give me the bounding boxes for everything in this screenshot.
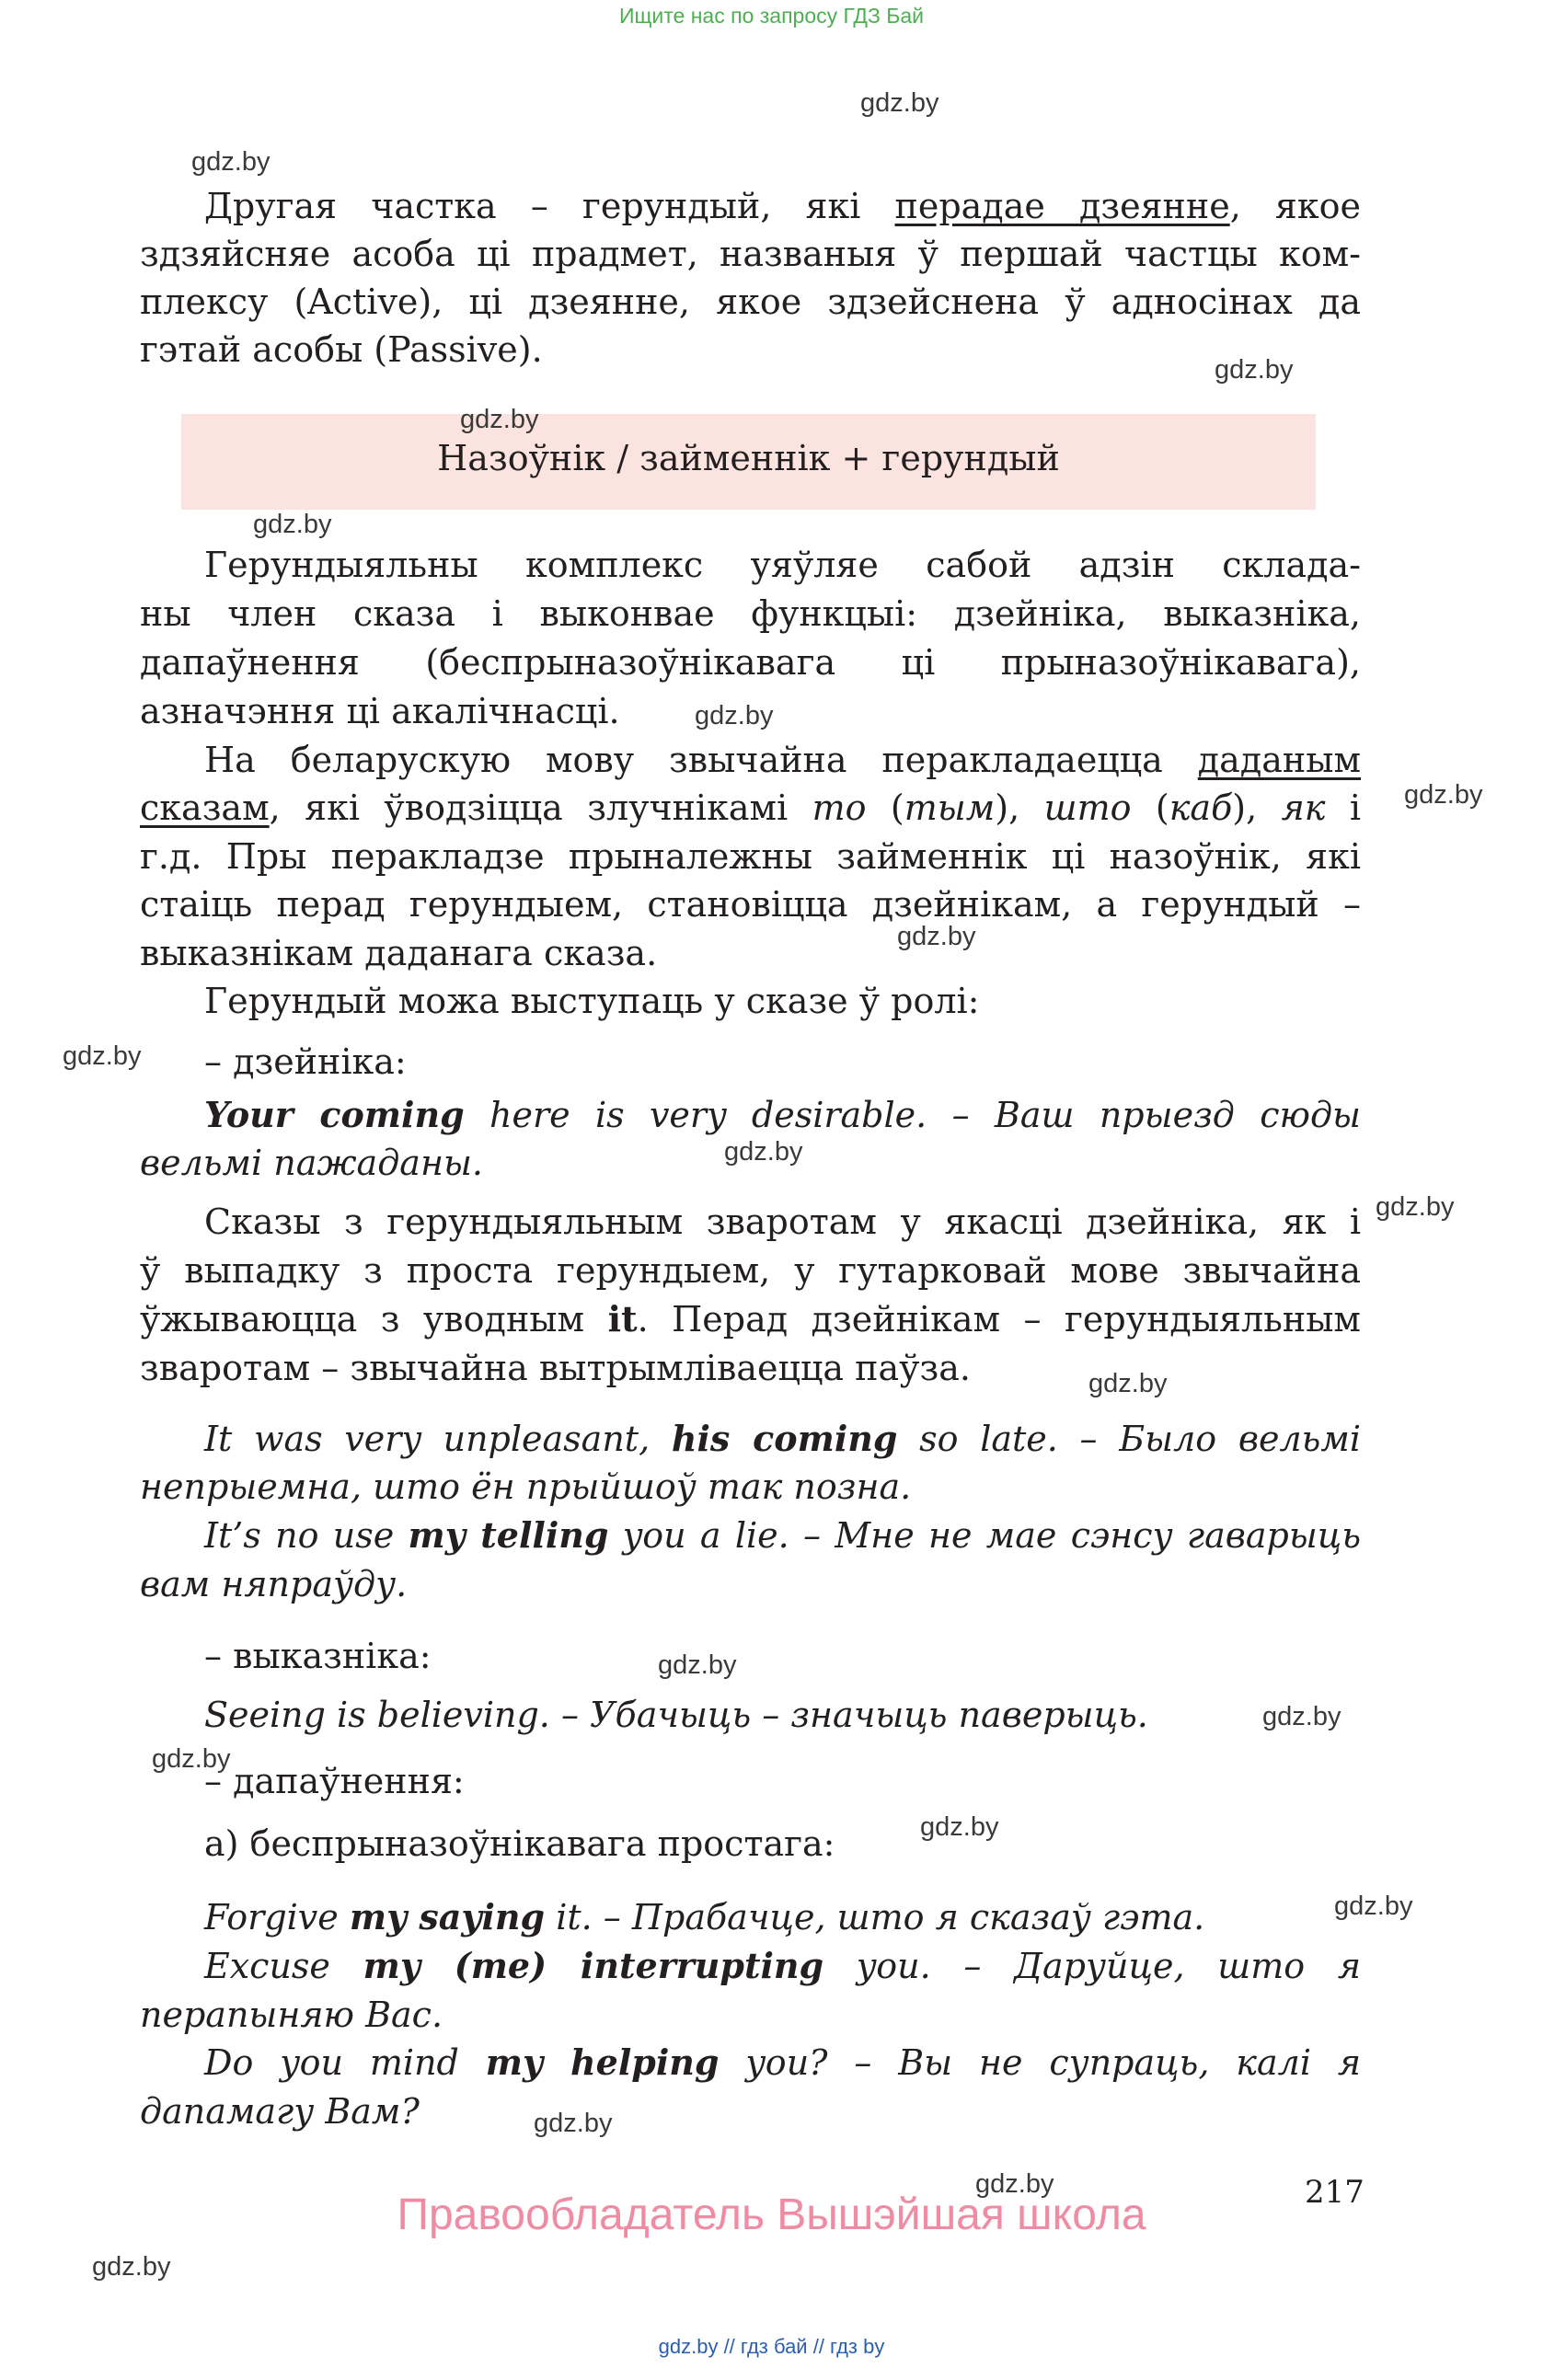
footer-links[interactable]: gdz.by // гдз бай // гдз by	[658, 2335, 885, 2358]
intro-line-4: гэтай асобы (Passive).	[140, 329, 543, 370]
example-2-line-1: It’s no use my telling you a lie. – Мне не мае сэнсу гаварыць	[204, 1514, 1362, 1556]
p4-line-3: ўжываюцца з уводным it. Перад дзейнікам – герундыяльным	[140, 1298, 1361, 1339]
intro-line-2: здзяйсняе асоба ці прадмет, названыя ў першай частцы ком-	[140, 234, 1361, 274]
copyright-notice: Правообладатель Вышэйшая школа	[397, 2190, 1146, 2239]
watermark: gdz.by	[191, 147, 271, 177]
example-1-line-2: непрыемна, што ён прыйшоў так позна.	[140, 1466, 912, 1507]
watermark: gdz.by	[1334, 1891, 1413, 1921]
watermark: gdz.by	[152, 1744, 231, 1774]
watermark: gdz.by	[92, 2252, 171, 2282]
watermark: gdz.by	[1404, 780, 1483, 810]
object-example-2-line-1: Excuse my (me) interrupting you. – Даруйце, што я	[204, 1945, 1362, 1986]
watermark: gdz.by	[63, 1041, 142, 1071]
watermark: gdz.by	[460, 405, 539, 434]
intro-line-3: плексу (Active), ці дзеянне, якое здзейснена ў адносінах да	[140, 282, 1361, 322]
watermark: gdz.by	[253, 510, 332, 539]
object-example-1: Forgive my saying it. – Прабачце, што я сказаў гэта.	[204, 1896, 1205, 1937]
p1-line-4: азначэння ці акалічнасці.	[140, 691, 620, 731]
watermark: gdz.by	[1262, 1702, 1341, 1731]
p2-line-1: На беларускую мову звычайна перакладаецца даданым	[204, 740, 1361, 780]
object-example-3-line-2: дапамагу Вам?	[140, 2091, 420, 2132]
p4-line-4: зваротам – звычайна вытрымліваецца паўза.	[140, 1348, 971, 1388]
p2-line-2: сказам, які ўводзіцца злучнікамі то (тым), што (каб), як і	[140, 788, 1362, 828]
object-example-2-line-2: перапыняю Вас.	[140, 1995, 443, 2035]
watermark: gdz.by	[695, 701, 774, 730]
underlined-term: даданым	[1197, 740, 1361, 780]
p4-line-1: Сказы з герундыяльным зваротам у якасці дзейніка, як і	[204, 1201, 1361, 1242]
p1-line-3: дапаўнення (беспрыназоўнікавага ці прыназоўнікавага),	[140, 642, 1361, 683]
watermark: gdz.by	[975, 2169, 1054, 2199]
predicate-example: Seeing is believing. – Убачыць – значыць паверыць.	[204, 1695, 1148, 1735]
object-sublabel: а) беспрыназоўнікавага простага:	[204, 1823, 835, 1864]
top-banner: Ищите нас по запросу ГДЗ Бай	[618, 4, 925, 28]
p2-line-4: стаіць перад герундыем, становіцца дзейнікам, а герундый –	[140, 884, 1361, 925]
subject-label: – дзейніка:	[204, 1041, 407, 1082]
object-label: – дапаўнення:	[204, 1761, 465, 1801]
example-1-line-1: It was very unpleasant, his coming so late. – Было вельмі	[204, 1418, 1362, 1459]
watermark: gdz.by	[1376, 1192, 1455, 1222]
watermark: gdz.by	[724, 1137, 803, 1167]
watermark: gdz.by	[897, 922, 976, 951]
p4-line-2: ў выпадку з проста герундыем, у гутарковай мове звычайна	[140, 1250, 1361, 1291]
p2-line-3: г.д. Пры перакладзе прыналежны займеннік ці назоўнік, які	[140, 836, 1361, 877]
predicate-label: – выказніка:	[204, 1636, 432, 1676]
p3-line-1: Герундый можа выступаць у сказе ў ролі:	[204, 981, 980, 1021]
p1-line-1: Герундыяльны комплекс уяўляе сабой адзін склада-	[204, 545, 1361, 585]
p1-line-2: ны член сказа і выконвае функцыі: дзейніка, выказніка,	[140, 593, 1361, 634]
watermark: gdz.by	[1088, 1369, 1168, 1398]
watermark: gdz.by	[920, 1812, 999, 1842]
subject-example-line-1: Your coming here is very desirable. – Ваш прыезд сюды	[204, 1094, 1361, 1135]
intro-line-1: Другая частка – герундый, які перадае дзеянне, якое	[204, 186, 1361, 226]
example-2-line-2: вам няпраўду.	[140, 1564, 408, 1604]
watermark: gdz.by	[658, 1650, 737, 1680]
p2-line-5: выказнікам даданага сказа.	[140, 933, 658, 973]
page-number: 217	[1305, 2174, 1365, 2211]
watermark: gdz.by	[860, 88, 939, 118]
watermark: gdz.by	[1215, 355, 1294, 385]
subject-example-line-2: вельмі пажаданы.	[140, 1143, 484, 1183]
watermark: gdz.by	[534, 2109, 613, 2138]
object-example-3-line-1: Do you mind my helping you? – Вы не супраць, калі я	[204, 2041, 1361, 2083]
section-title: Назоўнік / займеннік + герундый	[437, 438, 1060, 478]
